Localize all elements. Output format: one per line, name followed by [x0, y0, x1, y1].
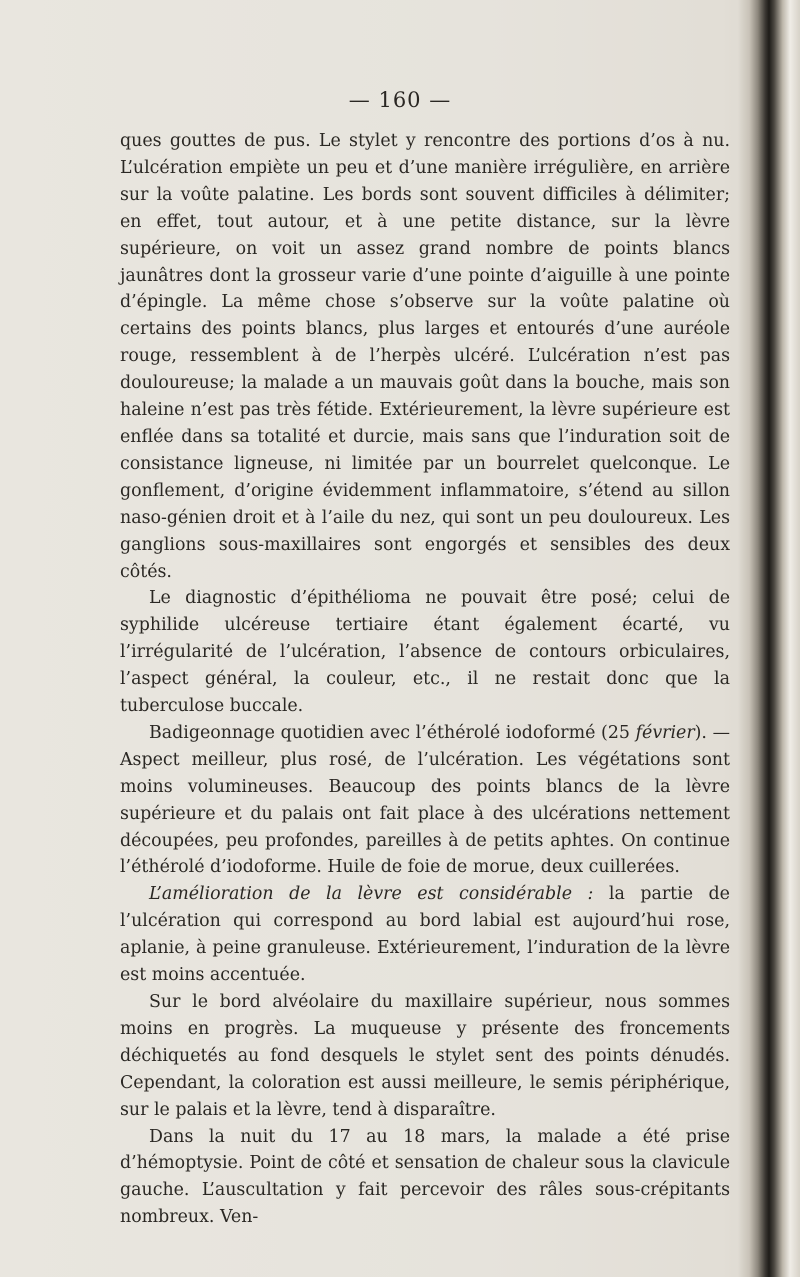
- paragraph-5: Sur le bord alvéolaire du maxillaire supérieur, nous sommes moins en progrès. La muqueuse y présente des froncements déchiquetés au fond desquels le stylet sent des points dénudés. Cependant, la coloration est aussi meilleure, le semis périphérique, sur le palais et la lèvre, tend à disparaître.: [120, 992, 730, 1120]
- paragraph-4-italic-lead: L’amélioration de la lèvre est considérable :: [149, 884, 594, 905]
- paragraph-1: ques gouttes de pus. Le stylet y rencontre des portions d’os à nu. L’ulcération empiète un peu et d’une manière irrégulière, en arrière sur la voûte palatine. Les bords sont souvent difficiles à délimiter; en effet, tout autour, et à une petite distance, sur la lèvre supérieure, on voit un assez grand nombre de points blancs jaunâtres dont la grosseur varie d’une pointe d’aiguille à une pointe d’épingle. La même chose s’observe sur la voûte palatine où certains des points blancs, plus larges et entourés d’une auréole rouge, ressemblent à de l’herpès ulcéré. L’ulcération n’est pas douloureuse; la malade a un mauvais goût dans la bouche, mais son haleine n’est pas très fétide. Extérieurement, la lèvre supérieure est enflée dans sa totalité et durcie, mais sans que l’induration soit de consistance ligneuse, ni limitée par un bourrelet quelconque. Le gonflement, d’origine évidemment inflammatoire, s’étend au sillon naso-génien droit et à l’aile du nez, qui sont un peu douloureux. Les ganglions sous-maxillaires sont engorgés et sensibles des deux côtés.: [120, 131, 730, 582]
- paragraph-3-italic-date: février: [635, 722, 695, 743]
- paragraph-2: Le diagnostic d’épithélioma ne pouvait être posé; celui de syphilide ulcéreuse tertiaire étant également écarté, vu l’irrégularité de l’ulcération, l’absence de contours orbiculaires, l’aspect général, la couleur, etc., il ne restait donc que la tuberculose buccale.: [120, 588, 730, 717]
- page-number: — 160 —: [348, 88, 452, 112]
- body-text: [120, 128, 730, 1231]
- paragraph-3: [120, 720, 730, 881]
- paragraph-4: [120, 881, 730, 989]
- paragraph-3-text-b: ). — Aspect meilleur, plus rosé, de l’ulcération. Les végétations sont moins volumineuses. Beaucoup des points blancs de la lèvre supérieure et du palais ont fait place à des ulcérations nettement découpées, peu profondes, pareilles à de petits aphtes. On continue l’éthérolé d’iodoforme. Huile de foie de morue, deux cuillerées.: [120, 722, 730, 878]
- paragraph-6: Dans la nuit du 17 au 18 mars, la malade a été prise d’hémoptysie. Point de côté et sensation de chaleur sous la clavicule gauche. L’auscultation y fait percevoir des râles sous-crépitants nombreux. Ven-: [120, 1126, 730, 1228]
- binding-gutter: [738, 0, 800, 1277]
- paragraph-3-text-a: Badigeonnage quotidien avec l’éthérolé iodoformé (25: [149, 722, 636, 743]
- paragraph-4-text: la partie de l’ulcération qui correspond au bord labial est aujourd’hui rose, aplanie, à peine granuleuse. Extérieurement, l’induration de la lèvre est moins accentuée.: [120, 884, 730, 986]
